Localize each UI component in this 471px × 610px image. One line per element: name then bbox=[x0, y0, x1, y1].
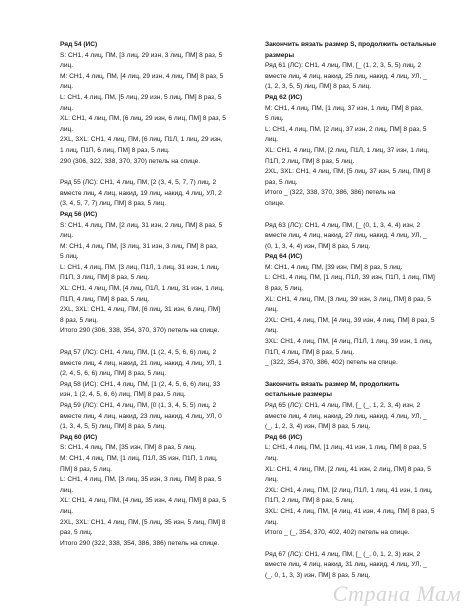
instruction-line: (2, 4, 5, 6, 6) лиц, ПМ] 8 раз, 5 лиц. bbox=[60, 370, 167, 378]
instruction-line: Ряд 57 (ЛС): СН1, 4 лиц, ПМ, [1 (2, 4, 5, 6, 6) лиц, 2 bbox=[60, 349, 217, 357]
instruction-line: _ (322, 354, 370, 386, 402) петель на спице. bbox=[265, 359, 398, 367]
instruction-line: лиц. bbox=[60, 62, 74, 70]
instruction-line: (1, 2, 3, 5, 5) лиц, ПМ] 8 раз, 5 лиц. bbox=[265, 83, 372, 91]
right-text-column bbox=[265, 40, 461, 593]
instruction-line: раз, 5 лиц. bbox=[265, 178, 298, 186]
instruction-line: Итого _ (322, 338, 370, 386, 386) петель на bbox=[265, 189, 396, 197]
instruction-line: 8 раз, 5 лиц. bbox=[60, 316, 99, 324]
instruction-line: лиц. bbox=[60, 125, 74, 133]
row-heading: Закончить вязать размер S, продолжить остальные bbox=[265, 41, 437, 48]
instruction-line: M: СН1, 4 лиц, ПМ, [1 лиц, П1Л, 35 изн, П1П, 1 лиц, bbox=[60, 454, 218, 462]
instruction-line: M: СН1, 4 лиц, ПМ, [1 лиц, 37 изн, 1 лиц, ПМ] 8 раз, bbox=[265, 104, 423, 112]
instruction-line: L: СН1, 4 лиц, ПМ, [5 лиц, 29 изн, 5 лиц, ПМ] 8 раз, 5 bbox=[60, 93, 222, 101]
instruction-line: S: СН1, 4 лиц, ПМ, [35 изн, ПМ] 8 раз, 5 лиц. bbox=[60, 444, 197, 452]
instruction-line: вместе лиц, 4 лиц, накид, 27 лиц, накид, 4 лиц, УЛ, _ bbox=[265, 232, 427, 240]
instruction-line: 290 (306, 322, 338, 370, 370) петель на спице. bbox=[60, 157, 201, 165]
instruction-line: 1 лиц, П1П, 6 лиц, ПМ] 8 раз, 5 лиц. bbox=[60, 146, 170, 154]
row-heading: Ряд 64 (ИС) bbox=[265, 253, 303, 261]
instruction-line: Ряд 58 (ИС): СН1, 4 лиц, ПМ, [1 (2, 4, 5, 6, 6) лиц, 33 bbox=[60, 380, 221, 388]
instruction-line: Ряд 63 (ЛС): СН1, 4 лиц, ПМ, [_ (0, 1, 3, 4, 4) изн, 2 bbox=[265, 221, 421, 229]
instruction-line: П1П, 4 лиц, ПМ] 8 раз, 5 лиц. bbox=[60, 295, 150, 303]
instruction-line: лиц. bbox=[60, 104, 74, 112]
instruction-line: XL: СН1, 4 лиц, ПМ, [6 лиц, 29 изн, 6 лиц, ПМ] 8 раз, 5 bbox=[60, 115, 226, 123]
instruction-line: XL: СН1, 4 лиц, ПМ, [2 лиц, П1Л, 1 лиц, 37 изн, 1 лиц, bbox=[265, 146, 429, 154]
instruction-line: лиц. bbox=[60, 507, 74, 515]
instruction-line: П1П, 4 лиц, ПМ] 8 раз, 5 лиц. bbox=[265, 348, 355, 356]
instruction-section bbox=[60, 40, 256, 167]
instruction-line: лиц. bbox=[265, 327, 279, 335]
instruction-line: 5 лиц. bbox=[60, 253, 79, 261]
instruction-line: ПМ] 8 раз, 5 лиц. bbox=[60, 465, 112, 473]
instruction-line: Ряд 59 (ЛС): СН1, 4 лиц, ПМ, [0 (1, 3, 4, 5, 5) лиц, 2 bbox=[60, 402, 217, 409]
instruction-line: лиц. bbox=[265, 454, 279, 462]
row-heading: Ряд 62 (ИС) bbox=[265, 93, 303, 101]
instruction-line: лиц. bbox=[265, 306, 279, 314]
instruction-line: (_, 0, 1, 3, 3) изн, ПМ] 8 раз, 5 лиц. bbox=[265, 571, 371, 579]
instruction-section bbox=[265, 550, 461, 582]
instruction-line: Итого 290 (306, 338, 354, 370, 370) петель на спице. bbox=[60, 327, 220, 335]
instruction-line: 8 раз, 5 лиц. bbox=[265, 285, 304, 293]
instruction-section bbox=[60, 178, 256, 337]
instruction-line: изн, 1 (2, 4, 5, 6, 6) лиц, ПМ] 8 раз, 5 лиц. bbox=[60, 391, 186, 399]
instruction-line: XL: СН1, 4 лиц, ПМ, [4 лиц, 35 изн, 4 лиц, ПМ] 8 раз, 5 bbox=[60, 497, 226, 505]
instruction-line: лиц. bbox=[265, 136, 279, 144]
instruction-line: (1, 3, 4, 5, 5) лиц, ПМ] 8 раз, 5 лиц. bbox=[60, 423, 167, 431]
instruction-line: M: СН1, 4 лиц, ПМ, [3 лиц, 31 изн, 3 лиц, ПМ] 8 раз, bbox=[60, 242, 218, 250]
instruction-line: L: СН1, 4 лиц, ПМ, [2 лиц, 37 изн, 2 лиц, ПМ] 8 раз, 5 bbox=[265, 125, 427, 133]
instruction-line: 2XL, 3XL: СН1, 4 лиц, ПМ, [5 лиц, 35 изн, 5 лиц, ПМ] 8 bbox=[60, 518, 226, 526]
instruction-line: M: СН1, 4 лиц, ПМ, [39 изн, ПМ] 8 раз, 5 лиц. bbox=[265, 263, 403, 271]
row-heading: Ряд 66 (ИС) bbox=[265, 433, 303, 441]
row-heading: Ряд 54 (ИС) bbox=[60, 41, 98, 48]
instruction-line: П1П, 2 лиц, ПМ] 8 раз, 5 лиц. bbox=[265, 157, 355, 165]
instruction-section bbox=[265, 40, 461, 210]
instruction-line: вместе лиц, 4 лиц, накид, 31 лиц, накид, 4 лиц, УЛ, _ bbox=[265, 561, 427, 569]
instruction-line: раз, 5 лиц. bbox=[60, 529, 93, 537]
instruction-line: XL: СН1, 4 лиц, ПМ, [4 лиц, П1Л, 1 лиц, 31 изн, 1 лиц, bbox=[60, 285, 224, 293]
instruction-line: Итого 290 (322, 338, 354, 386, 386) петель на спице. bbox=[60, 539, 220, 547]
instruction-line: L: СН1, 4 лиц, ПМ, [3 лиц, П1Л, 1 лиц, 31 изн, 1 лиц, bbox=[60, 263, 220, 271]
instruction-line: M: СН1, 4 лиц, ПМ, [4 лиц, 29 изн, 4 лиц, ПМ] 8 раз, 5 bbox=[60, 72, 224, 80]
instruction-line: лиц. bbox=[60, 83, 74, 91]
instruction-line: 2XL, 3XL: СН1, 4 лиц, ПМ, [6 лиц, П1Л, 1 лиц, 29 изн, bbox=[60, 136, 223, 144]
instruction-line: S: СН1, 4 лиц, ПМ, [2 лиц, 31 изн, 2 лиц, ПМ] 8 раз, 5 bbox=[60, 221, 223, 229]
instruction-line: Ряд 65 (ЛС): СН1, 4 лиц, ПМ, [_ (_, 1, 2, 3, 4) изн, 2 bbox=[265, 402, 421, 409]
instruction-line: Ряд 61 (ЛС): СН1, 4 лиц, ПМ, [_ (1, 2, 3, 5, 5) лиц, 2 bbox=[265, 62, 422, 70]
instruction-line: вместе лиц, 4 лиц, накид, 29 лиц, накид, 4 лиц, УЛ, _ bbox=[265, 412, 427, 420]
instruction-line: Ряд 55 (ЛС): СН1, 4 лиц, ПМ, [2 (3, 4, 5, 7, 7) лиц, 2 bbox=[60, 179, 217, 187]
instruction-line: вместе лиц, 4 лиц, накид, 25 лиц, накид, 4 лиц, УЛ, _ bbox=[265, 72, 427, 80]
instruction-line: П1П, 3 лиц, ПМ] 8 раз, 5 лиц. bbox=[60, 274, 150, 282]
instruction-line: 3XL: СН1, 4 лиц, ПМ, [4 лиц, П1Л, 1 лиц, 39 изн, 1 лиц, bbox=[265, 338, 433, 346]
instruction-line: Ряд 67 (ЛС): СН1, 4 лиц, ПМ, [_ (_, 0, 1, 2, 3) изн, 2 bbox=[265, 550, 421, 558]
instruction-line: (3, 4, 5, 7, 7) лиц, ПМ] 8 раз, 5 лиц. bbox=[60, 200, 167, 208]
instruction-line: 2XL: СН1, 4 лиц, ПМ, [2 лиц, П1Л, 1 лиц, 41 изн, 1 лиц, bbox=[265, 486, 433, 494]
instruction-line: 2XL, 3XL: СН1, 4 лиц, ПМ, [5 лиц, 37 изн, 5 лиц, ПМ] 8 bbox=[265, 168, 431, 176]
instruction-section bbox=[60, 348, 256, 549]
instruction-line: 2XL: СН1, 4 лиц, ПМ, [4 лиц, 39 изн, 4 лиц, ПМ] 8 раз, 5 bbox=[265, 316, 435, 324]
instruction-line: Итого _ (_, 354, 370, 402, 402) петель на спице. bbox=[265, 529, 410, 537]
instruction-line: лиц. bbox=[265, 518, 279, 526]
instruction-line: 5 лиц. bbox=[265, 115, 284, 123]
watermark-logo: Страна Мам bbox=[332, 581, 461, 606]
instruction-line: L: СН1, 4 лиц, ПМ, [1 лиц, 41 изн, 1 лиц, ПМ] 8 раз, 5 bbox=[265, 444, 427, 452]
left-text-column bbox=[60, 40, 256, 560]
instruction-line: (0, 1, 3, 4, 4) изн, ПМ] 8 раз, 5 лиц. bbox=[265, 242, 371, 250]
row-heading: Ряд 60 (ИС) bbox=[60, 433, 98, 441]
instruction-line: (_, 1, 2, 3, 4) изн, ПМ] 8 раз, 5 лиц. bbox=[265, 423, 371, 431]
instruction-line: лиц. bbox=[60, 232, 74, 240]
instruction-line: S: СН1, 4 лиц, ПМ, [3 лиц, 29 изн, 3 лиц, ПМ] 8 раз, 5 bbox=[60, 51, 223, 59]
instruction-line: L: СН1, 4 лиц, ПМ, [3 лиц, 35 изн, 3 лиц, ПМ] 8 раз, 5 bbox=[60, 476, 222, 484]
instruction-line: 2XL, 3XL: СН1, 4 лиц, ПМ, [6 лиц, 31 изн, 6 лиц, ПМ] bbox=[60, 306, 221, 314]
row-heading: Ряд 56 (ИС) bbox=[60, 210, 98, 218]
row-heading: остальные размеры bbox=[265, 391, 332, 399]
instruction-line: вместе лиц, 4 лиц, накид, 23 лиц, накид, 4 лиц, УЛ, 0 bbox=[60, 412, 222, 420]
instruction-line: XL: СН1, 4 лиц, ПМ, [2 лиц, 41 изн, 2 лиц, ПМ] 8 раз, 5 bbox=[265, 465, 431, 473]
instruction-line: вместе лиц, 4 лиц, накид, 21 лиц, накид, 4 лиц, УЛ, 1 bbox=[60, 359, 222, 367]
instruction-section bbox=[265, 380, 461, 539]
instruction-section bbox=[265, 221, 461, 369]
row-heading: размеры bbox=[265, 51, 295, 59]
instruction-line: лиц. bbox=[265, 476, 279, 484]
instruction-line: П1П, 2 лиц, ПМ] 8 раз, 5 лиц. bbox=[265, 497, 355, 505]
instruction-line: XL: СН1, 4 лиц, ПМ, [3 лиц, 39 изн, 3 лиц, ПМ] 8 раз, 5 bbox=[265, 295, 431, 303]
instruction-line: лиц. bbox=[60, 486, 74, 494]
instruction-line: L: СН1, 4 лиц, ПМ, [1 лиц, П1Л, 39 изн, П1П, 1 лиц, ПМ] bbox=[265, 274, 435, 282]
instruction-line: 3XL: СН1, 4 лиц, ПМ, [4 лиц, 41 изн, 4 лиц, ПМ] 8 раз, 5 bbox=[265, 507, 435, 515]
row-heading: Закончить вязать размер M, продолжить bbox=[265, 380, 400, 388]
instruction-line: спице. bbox=[265, 199, 285, 207]
instruction-line: вместе лиц, 4 лиц, накид, 19 лиц, накид, 4 лиц, УЛ, 2 bbox=[60, 189, 222, 197]
